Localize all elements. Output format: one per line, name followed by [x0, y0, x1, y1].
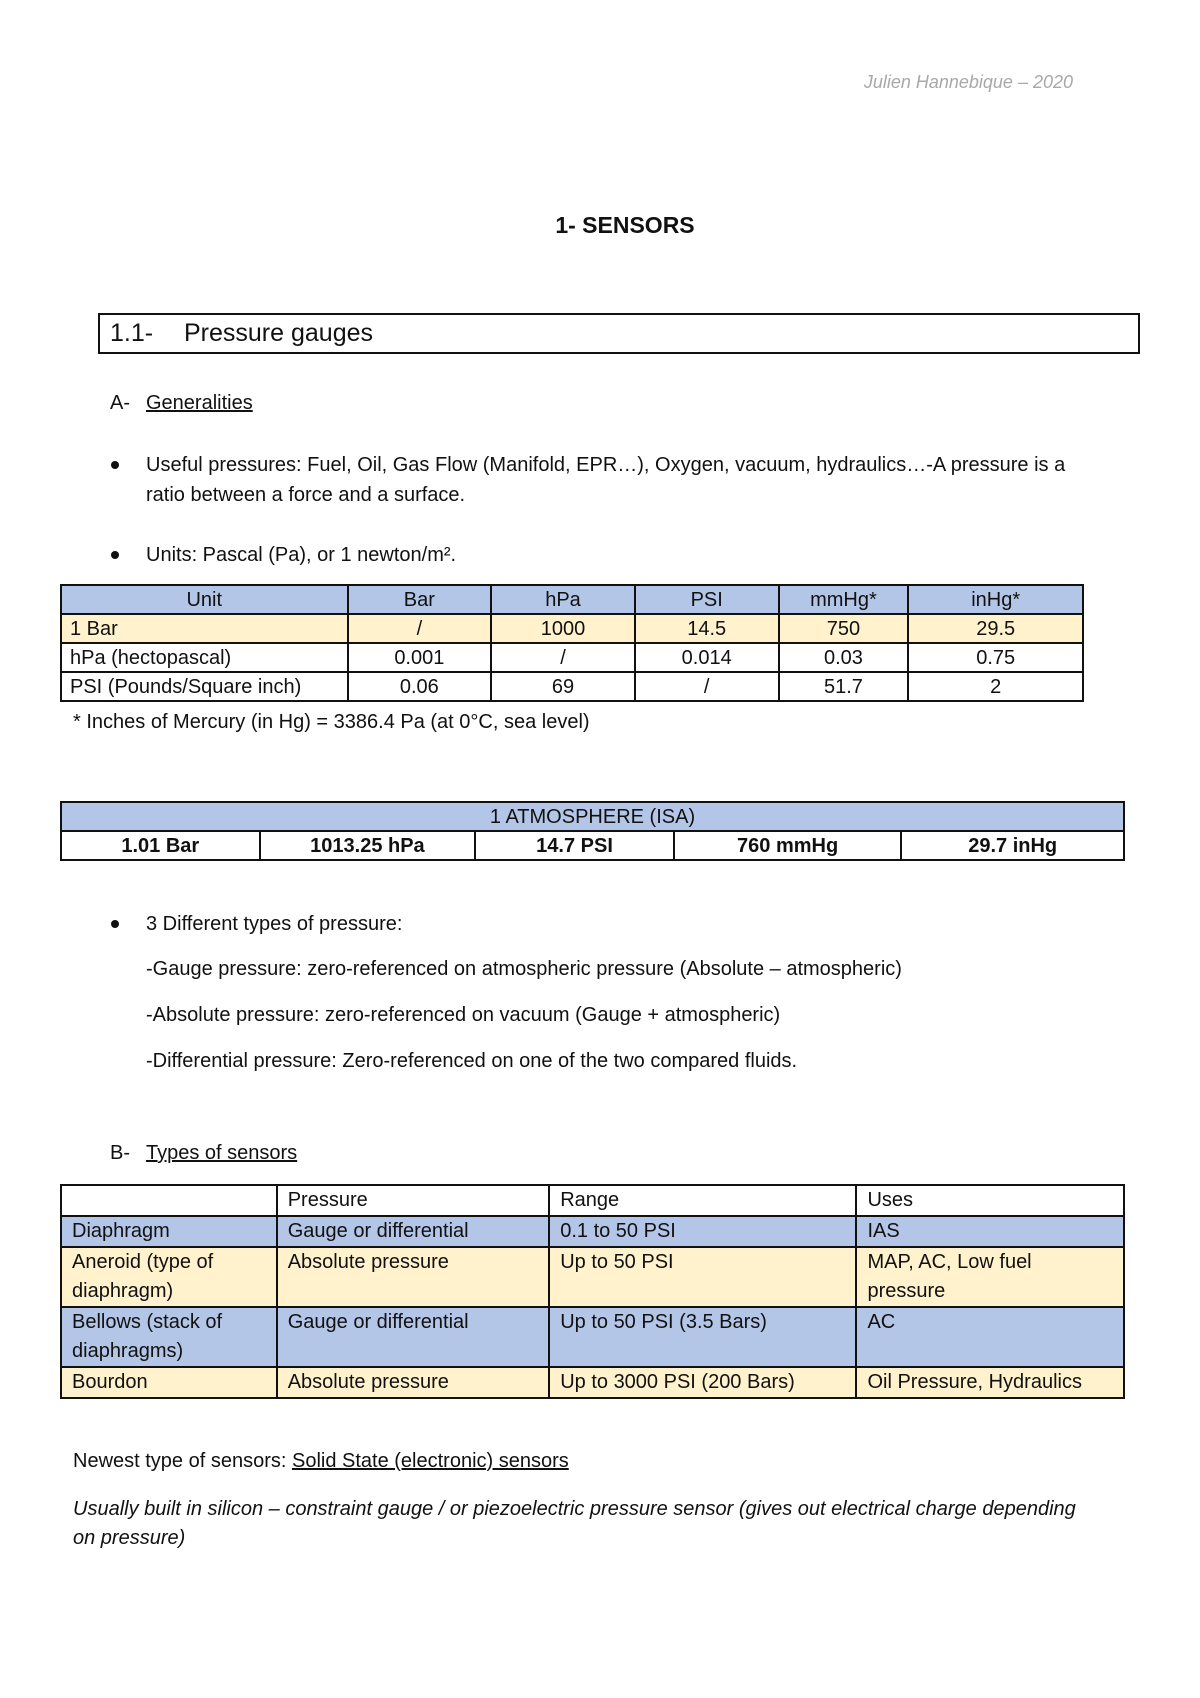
row-label: PSI (Pounds/Square inch) [61, 672, 348, 701]
section-number: 1.1- [110, 319, 154, 347]
subheading-text: Types of sensors [146, 1142, 298, 1164]
header-cell: Uses [856, 1185, 1124, 1216]
table-cell: 1000 [491, 614, 635, 643]
sensor-type: Bourdon [61, 1367, 277, 1398]
table-row [61, 1216, 1124, 1247]
bullet-dot [111, 461, 119, 469]
atmosphere-values-row [61, 831, 1124, 860]
subheading-text: Generalities [146, 392, 253, 414]
table-cell: / [635, 672, 779, 701]
section-title: Pressure gauges [184, 319, 374, 347]
header-cell: inHg* [908, 585, 1083, 614]
header-cell: Bar [348, 585, 492, 614]
atmosphere-value: 1.01 Bar [61, 831, 260, 860]
newest-sensors-description: Usually built in silicon – constraint gauge / or piezoelectric pressure sensor (gives out electrical charge depending on pressure) [73, 1498, 1076, 1549]
author-header: Julien Hannebique – 2020 [863, 72, 1073, 92]
sensors-header-row [61, 1185, 1124, 1216]
sensor-pressure: Absolute pressure [277, 1247, 549, 1307]
sensor-pressure: Absolute pressure [277, 1367, 549, 1398]
table-cell: 0.014 [635, 643, 779, 672]
units-header-row [61, 585, 1083, 614]
subheading-generalities [110, 392, 253, 415]
atmosphere-value: 14.7 PSI [475, 831, 674, 860]
pressure-type-gauge: -Gauge pressure: zero-referenced on atmospheric pressure (Absolute – atmospheric) [146, 958, 902, 980]
table-cell: 0.06 [348, 672, 492, 701]
bullet-pressure-types [146, 909, 402, 939]
subheading-letter: B- [110, 1142, 130, 1164]
sensor-uses: Oil Pressure, Hydraulics [856, 1367, 1124, 1398]
table-cell: 750 [779, 614, 909, 643]
header-cell: Range [549, 1185, 856, 1216]
atmosphere-value: 29.7 inHg [901, 831, 1124, 860]
sensor-type: Bellows (stack of diaphragms) [61, 1307, 277, 1367]
table-cell: 0.03 [779, 643, 909, 672]
table-cell: 14.5 [635, 614, 779, 643]
section-heading [98, 313, 1140, 354]
table-row [61, 1247, 1124, 1307]
header-cell: PSI [635, 585, 779, 614]
sensor-pressure: Gauge or differential [277, 1307, 549, 1367]
table-row [61, 1307, 1124, 1367]
newest-sensors-label: Newest type of sensors: [73, 1450, 292, 1472]
sensor-uses: AC [856, 1307, 1124, 1367]
atmosphere-header-row [61, 802, 1124, 831]
table-cell: 51.7 [779, 672, 909, 701]
sensor-range: Up to 3000 PSI (200 Bars) [549, 1367, 856, 1398]
sensor-range: 0.1 to 50 PSI [549, 1216, 856, 1247]
bullet-dot [111, 920, 119, 928]
table-row [61, 672, 1083, 701]
bullet-text: 3 Different types of pressure: [146, 913, 403, 935]
bullet-text: Units: Pascal (Pa), or 1 newton/m². [146, 544, 457, 566]
sensor-pressure: Gauge or differential [277, 1216, 549, 1247]
header-cell: Pressure [277, 1185, 549, 1216]
table-cell: 0.001 [348, 643, 492, 672]
atmosphere-title: 1 ATMOSPHERE (ISA) [61, 802, 1124, 831]
sensors-table [60, 1184, 1125, 1399]
bullet-text-line2: ratio between a force and a surface. [146, 484, 466, 506]
sensor-range: Up to 50 PSI (3.5 Bars) [549, 1307, 856, 1367]
table-cell: / [491, 643, 635, 672]
bullet-useful-pressures [146, 450, 1065, 510]
table-cell: 2 [908, 672, 1083, 701]
header-cell: hPa [491, 585, 635, 614]
subheading-letter: A- [110, 392, 130, 414]
atmosphere-value: 760 mmHg [674, 831, 902, 860]
table-cell: 69 [491, 672, 635, 701]
units-footnote: * Inches of Mercury (in Hg) = 3386.4 Pa (at 0°C, sea level) [73, 711, 590, 733]
page-title: 1- SENSORS [555, 212, 695, 238]
table-row [61, 614, 1083, 643]
header-cell: Unit [61, 585, 348, 614]
bullet-dot [111, 551, 119, 559]
pressure-type-differential: -Differential pressure: Zero-referenced on one of the two compared fluids. [146, 1050, 798, 1072]
table-cell: / [348, 614, 492, 643]
atmosphere-value: 1013.25 hPa [260, 831, 476, 860]
row-label: hPa (hectopascal) [61, 643, 348, 672]
sensor-type: Diaphragm [61, 1216, 277, 1247]
table-cell: 0.75 [908, 643, 1083, 672]
sensor-uses: MAP, AC, Low fuel pressure [856, 1247, 1124, 1307]
bullet-units [146, 540, 456, 570]
header-cell [61, 1185, 277, 1216]
pressure-type-absolute: -Absolute pressure: zero-referenced on vacuum (Gauge + atmospheric) [146, 1004, 781, 1026]
subheading-types-of-sensors [110, 1142, 297, 1165]
newest-sensors-value: Solid State (electronic) sensors [291, 1450, 569, 1472]
newest-sensors-line [73, 1450, 569, 1473]
bullet-text-line1: Useful pressures: Fuel, Oil, Gas Flow (Manifold, EPR…), Oxygen, vacuum, hydraulics…-A pressure is a [146, 454, 1066, 476]
units-table [60, 584, 1084, 702]
sensor-type: Aneroid (type of diaphragm) [61, 1247, 277, 1307]
table-cell: 29.5 [908, 614, 1083, 643]
sensor-range: Up to 50 PSI [549, 1247, 856, 1307]
row-label: 1 Bar [61, 614, 348, 643]
table-row [61, 1367, 1124, 1398]
table-row [61, 643, 1083, 672]
sensor-uses: IAS [856, 1216, 1124, 1247]
header-cell: mmHg* [779, 585, 909, 614]
atmosphere-table [60, 801, 1125, 861]
